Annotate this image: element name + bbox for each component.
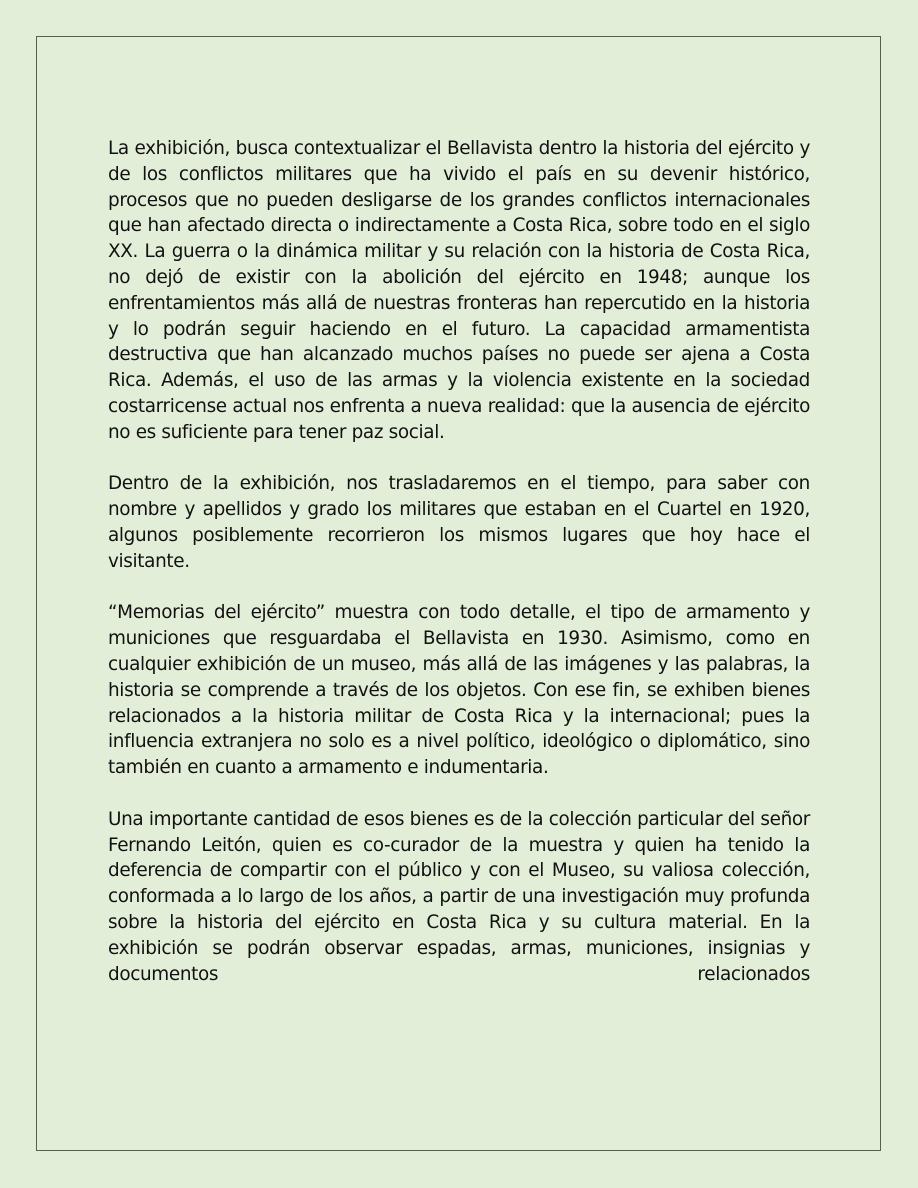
paragraph-exhibition-context: La exhibición, busca contextualizar el Bellavista dentro la historia del ejército y de los conflictos militares que ha vivido el país en su devenir histórico, procesos que no pueden desligarse de los grandes conflictos internacionales que han afectado directa o indirectamente a Costa Rica, sobre todo en el siglo XX. La guerra o la dinámica militar y su relación con la historia de Costa Rica, no dejó de existir con la abolición del ejército en 1948; aunque los enfrentamientos más allá de nuestras fronteras han repercutido en la historia y lo podrán seguir haciendo en el futuro. La capacidad armamentista destructiva que han alcanzado muchos países no puede ser ajena a Costa Rica. Además, el uso de las armas y la violencia existente en la sociedad costarricense actual nos enfrenta a nueva realidad: que la ausencia de ejército no es suficiente para tener paz social. (108, 138, 810, 443)
paragraph-collection-leiton: Una importante cantidad de esos bienes es de la colección particular del señor Fernando Leitón, quien es co-curador de la muestra y quien ha tenido la deferencia de compartir con el público y con el Museo, su valiosa colección, conformada a lo largo de los años, a partir de una investigación muy profunda sobre la historia del ejército en Costa Rica y su cultura material. En la exhibición se podrán observar espadas, armas, municiones, insignias y documentos relacionados (108, 808, 810, 985)
paragraph-memorias-del-ejercito: “Memorias del ejército” muestra con todo detalle, el tipo de armamento y municiones que resguardaba el Bellavista en 1930. Asimismo, como en cualquier exhibición de un museo, más allá de las imágenes y las palabras, la historia se comprende a través de los objetos. Con ese fin, se exhiben bienes relacionados a la historia militar de Costa Rica y la internacional; pues la influencia extranjera no solo es a nivel político, ideológico o diplomático, sino también en cuanto a armamento e indumentaria. (108, 602, 810, 779)
document-body (108, 136, 810, 987)
paragraph-time-travel: Dentro de la exhibición, nos trasladaremos en el tiempo, para saber con nombre y apellidos y grado los militares que estaban en el Cuartel en 1920, algunos posiblemente recorrieron los mismos lugares que hoy hace el visitante. (108, 473, 810, 572)
